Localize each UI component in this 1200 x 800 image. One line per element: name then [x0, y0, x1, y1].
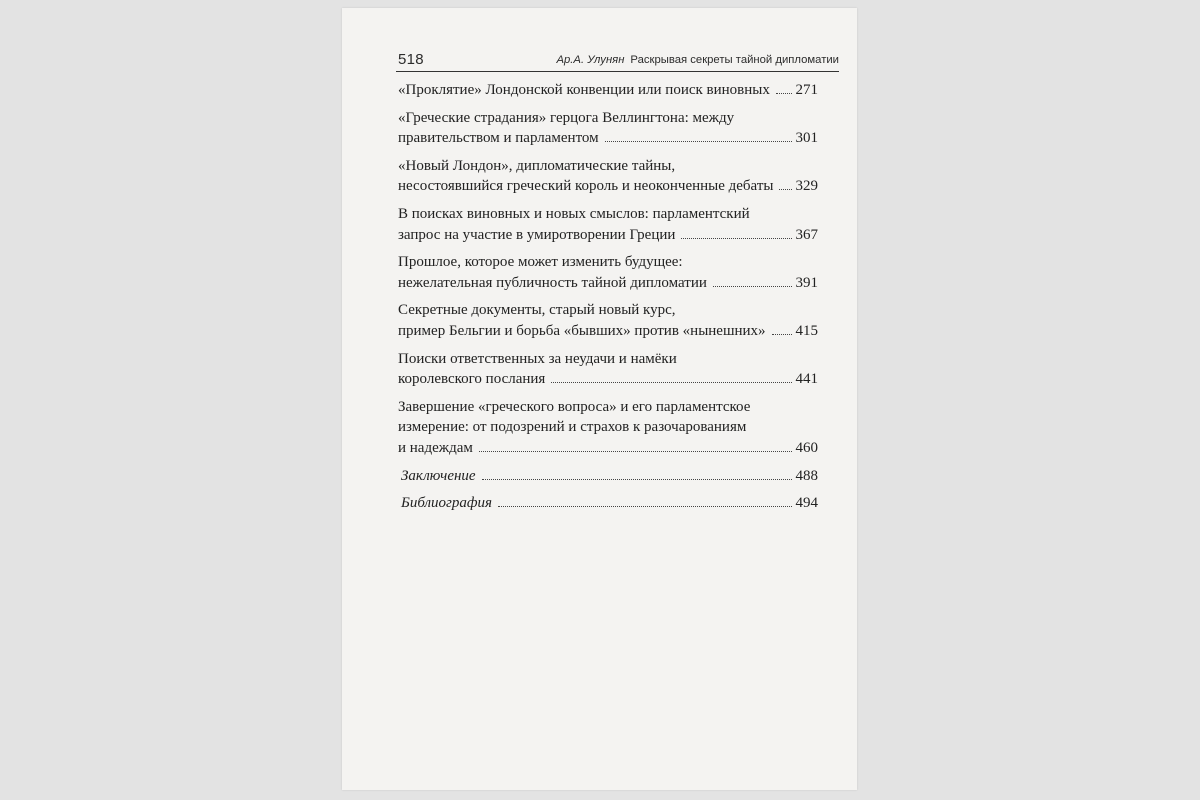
toc-entry-line — [398, 225, 818, 246]
toc-entry-title: Прошлое, которое может изменить будущее: — [398, 254, 683, 271]
author-name: Ар.А. Улунян — [556, 54, 625, 66]
dot-leader — [551, 382, 791, 383]
toc-entry — [398, 466, 818, 487]
toc-page-number: 367 — [795, 226, 818, 243]
toc-entry — [398, 252, 818, 293]
toc-entry-line — [398, 417, 818, 438]
toc-entry — [398, 204, 818, 245]
toc-entry — [398, 349, 818, 390]
toc-entry-title: и надеждам — [398, 439, 473, 456]
toc-entry-line — [398, 438, 818, 459]
toc-entry-title: «Проклятие» Лондонской конвенции или поиск виновных — [398, 82, 770, 98]
toc-page-number: 441 — [795, 371, 818, 388]
toc-entry — [398, 156, 818, 197]
toc-page-number: 494 — [795, 495, 818, 512]
toc-entry-line — [398, 156, 818, 177]
dot-leader — [681, 238, 791, 239]
toc-entry-title: запрос на участие в умиротворении Греции — [398, 226, 676, 243]
book-title: Раскрывая секреты тайной дипломатии — [630, 54, 839, 66]
dot-leader — [605, 141, 792, 142]
toc-entry-title: нежелательная публичность тайной дипломатии — [398, 274, 707, 291]
running-header — [396, 51, 839, 72]
table-of-contents — [398, 80, 818, 521]
dot-leader — [482, 479, 792, 480]
toc-entry-title: Завершение «греческого вопроса» и его парламентское — [398, 398, 751, 415]
toc-page-number: 301 — [795, 130, 818, 147]
dot-leader — [713, 286, 792, 287]
toc-entry — [398, 80, 818, 101]
toc-entry-line — [398, 300, 818, 321]
toc-entry-line — [398, 273, 818, 294]
toc-entry-line — [398, 349, 818, 370]
page-number: 518 — [398, 51, 424, 68]
toc-entry — [398, 300, 818, 341]
toc-entry-title: Секретные документы, старый новый курс, — [398, 302, 676, 319]
dot-leader — [498, 506, 791, 507]
toc-entry-title: пример Бельгии и борьба «бывших» против «нынешних» — [398, 322, 766, 339]
toc-entry-line — [398, 80, 818, 101]
toc-entry-line — [398, 176, 818, 197]
toc-entry-title: несостоявшийся греческий король и неоконченные дебаты — [398, 178, 774, 195]
toc-entry-line — [398, 369, 818, 390]
toc-entry-title: Поиски ответственных за неудачи и намёки — [398, 350, 677, 367]
toc-entry-line — [398, 108, 818, 129]
toc-entry-title: измерение: от подозрений и страхов к разочарованиям — [398, 419, 747, 436]
toc-entry-title: «Греческие страдания» герцога Веллингтона: между — [398, 109, 735, 126]
dot-leader — [479, 451, 792, 452]
toc-page-number: 415 — [795, 322, 818, 339]
running-head — [556, 54, 839, 66]
toc-entry-line — [398, 466, 818, 487]
toc-page-number: 391 — [795, 274, 818, 291]
toc-entry-line — [398, 128, 818, 149]
toc-page-number: 460 — [795, 439, 818, 456]
toc-page-number: 488 — [795, 467, 818, 484]
toc-page-number: 271 — [795, 82, 818, 98]
toc-entry-line — [398, 252, 818, 273]
dot-leader — [772, 334, 792, 335]
toc-entry-line — [398, 321, 818, 342]
dot-leader — [779, 189, 791, 190]
toc-entry — [398, 108, 818, 149]
toc-entry-title: Заключение — [401, 467, 476, 484]
toc-entry-title: правительством и парламентом — [398, 130, 599, 147]
toc-entry-line — [398, 397, 818, 418]
toc-entry-title: «Новый Лондон», дипломатические тайны, — [398, 157, 676, 174]
toc-entry — [398, 493, 818, 514]
toc-entry-line — [398, 204, 818, 225]
toc-entry-line — [398, 493, 818, 514]
toc-entry — [398, 397, 818, 459]
dot-leader — [776, 93, 792, 94]
book-page — [342, 8, 857, 790]
toc-entry-title: В поисках виновных и новых смыслов: парламентский — [398, 205, 750, 222]
toc-entry-title: Библиография — [401, 495, 493, 512]
toc-entry-title: королевского послания — [398, 371, 546, 388]
toc-page-number: 329 — [795, 178, 818, 195]
